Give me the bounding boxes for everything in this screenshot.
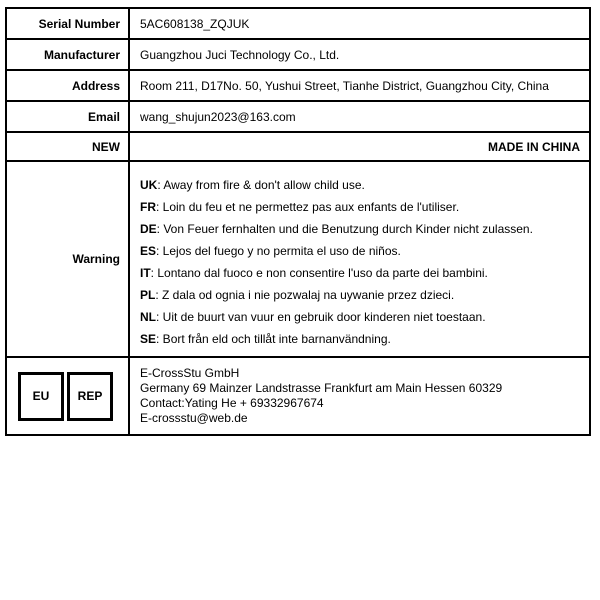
warning-lang-code: SE [140,332,157,346]
warning-line-se [140,328,579,350]
eu-rep-badge-group [7,358,130,434]
table-row-warning [7,162,589,358]
warning-line-text: : Uit de buurt van vuur en gebruik door kinderen niet toestaan. [156,310,486,324]
warning-lang-code: NL [140,310,156,324]
table-row-address [7,71,589,102]
email-value: wang_shujun2023@163.com [140,109,296,124]
warning-lang-code: ES [140,244,157,258]
eu-rep-email: E-crossstu@web.de [140,411,248,425]
warning-line-nl [140,306,579,328]
warning-label: Warning [7,162,130,356]
warning-line-text: : Z dala od ognia i nie pozwalaj na uywanie przez dzieci. [155,288,455,302]
email-label: Email [7,102,130,131]
table-row-manufacturer [7,40,589,71]
warning-line-it [140,262,579,284]
warning-line-fr [140,196,579,218]
warning-lang-code: PL [140,288,156,302]
label-table [5,7,591,436]
eu-rep-company-name: E-CrossStu GmbH [140,366,240,380]
manufacturer-label: Manufacturer [7,40,130,69]
warning-line-pl [140,284,579,306]
rep-badge: REP [67,372,113,421]
warning-line-text: : Von Feuer fernhalten und die Benutzung durch Kinder nicht zulassen. [156,222,533,236]
warning-line-uk [140,174,579,196]
warning-lang-code: IT [140,266,151,280]
warning-line-text: : Lejos del fuego y no permita el uso de niños. [156,244,401,258]
address-label: Address [7,71,130,100]
manufacturer-value: Guangzhou Juci Technology Co., Ltd. [140,47,340,62]
warning-lang-code: DE [140,222,157,236]
warning-lang-code: UK [140,178,158,192]
table-row-serial-number [7,9,589,40]
warning-text-block [130,162,589,356]
warning-line-text: : Bort från eld och tillåt inte barnanvändning. [156,332,391,346]
warning-line-text: : Away from fire & don't allow child use. [157,178,365,192]
eu-badge: EU [18,372,64,421]
warning-line-es [140,240,579,262]
address-value: Room 211, D17No. 50, Yushui Street, Tianhe District, Guangzhou City, China [140,78,549,93]
made-in-china-text: MADE IN CHINA [488,139,580,154]
serial-number-label: Serial Number [7,9,130,38]
eu-rep-address: Germany 69 Mainzer Landstrasse Frankfurt am Main Hessen 60329 [140,381,503,395]
eu-rep-details [130,358,589,434]
warning-line-text: : Lontano dal fuoco e non consentire l'uso da parte dei bambini. [150,266,488,280]
table-row-email [7,102,589,133]
eu-rep-contact: Contact:Yating He + 69332967674 [140,396,324,410]
table-row-eu-rep [7,358,589,434]
warning-line-text: : Loin du feu et ne permettez pas aux enfants de l'utiliser. [156,200,460,214]
warning-line-de [140,218,579,240]
serial-number-value: 5AC608138_ZQJUK [140,16,250,31]
table-row-new-condition [7,133,589,162]
new-label: NEW [7,133,130,160]
warning-lang-code: FR [140,200,156,214]
